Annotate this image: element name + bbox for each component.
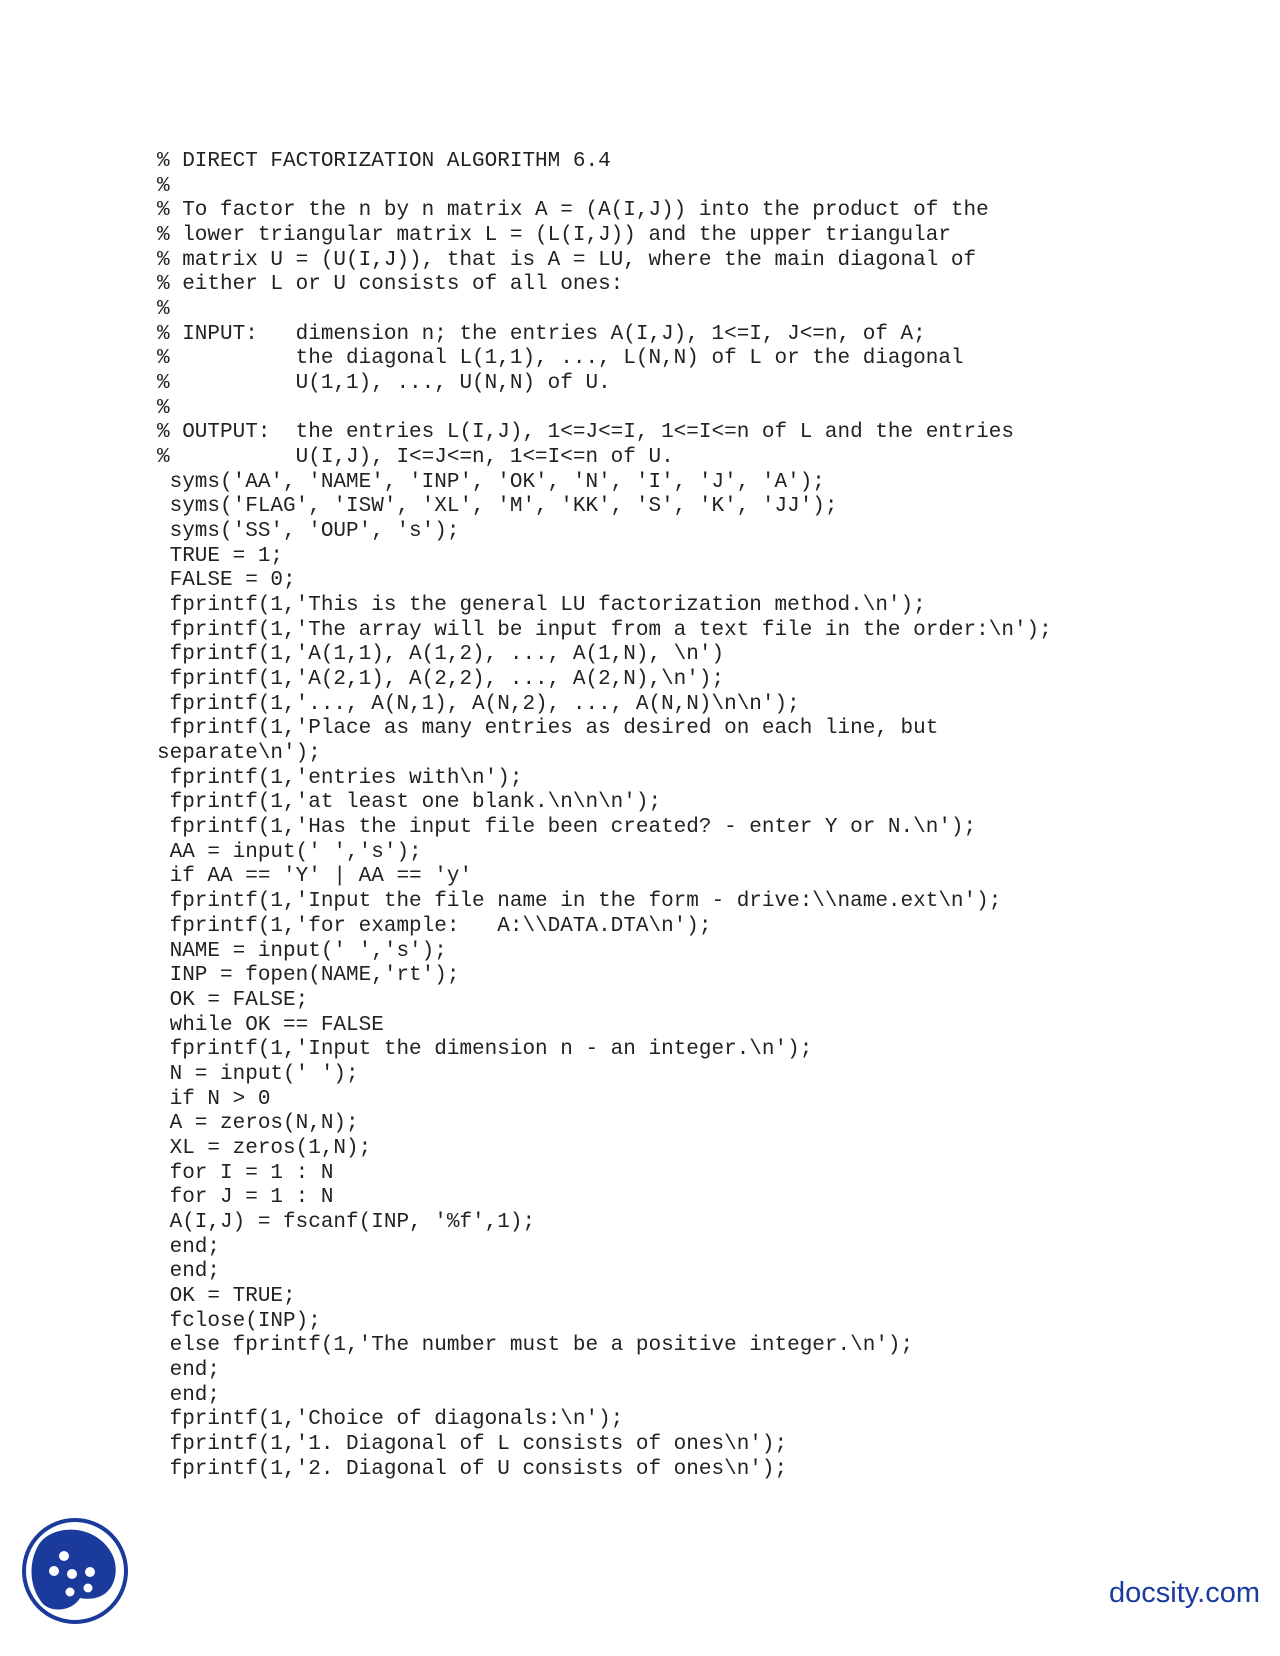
code-line: NAME = input(' ','s'); bbox=[157, 939, 447, 963]
code-line: fprintf(1,'Input the dimension n - an integer.\n'); bbox=[157, 1038, 813, 1062]
code-line: N = input(' '); bbox=[157, 1062, 359, 1086]
code-line: A = zeros(N,N); bbox=[157, 1112, 359, 1136]
code-line: fclose(INP); bbox=[157, 1309, 321, 1333]
code-line: fprintf(1,'A(2,1), A(2,2), ..., A(2,N),\n'); bbox=[157, 668, 725, 692]
code-line: end; bbox=[157, 1235, 221, 1259]
code-line: % DIRECT FACTORIZATION ALGORITHM 6.4 bbox=[157, 150, 611, 173]
code-line: TRUE = 1; bbox=[157, 544, 284, 568]
code-line: fprintf(1,'A(1,1), A(1,2), ..., A(1,N), \n') bbox=[157, 643, 725, 667]
docsity-logo-icon[interactable] bbox=[20, 1516, 130, 1626]
code-line: AA = input(' ','s'); bbox=[157, 840, 422, 864]
code-line: fprintf(1,'at least one blank.\n\n\n'); bbox=[157, 791, 662, 815]
code-line: % bbox=[157, 174, 170, 198]
code-line: fprintf(1,'Choice of diagonals:\n'); bbox=[157, 1408, 624, 1432]
code-line: fprintf(1,'2. Diagonal of U consists of ones\n'); bbox=[157, 1457, 788, 1481]
code-line: FALSE = 0; bbox=[157, 569, 296, 593]
code-line: % bbox=[157, 298, 170, 322]
code-line: syms('AA', 'NAME', 'INP', 'OK', 'N', 'I', 'J', 'A'); bbox=[157, 470, 825, 494]
code-line: for J = 1 : N bbox=[157, 1186, 334, 1210]
code-line: fprintf(1,'1. Diagonal of L consists of ones\n'); bbox=[157, 1432, 788, 1456]
code-line: end; bbox=[157, 1358, 221, 1382]
code-line: fprintf(1,'Input the file name in the form - drive:\\name.ext\n'); bbox=[157, 890, 1002, 914]
code-line: INP = fopen(NAME,'rt'); bbox=[157, 964, 460, 988]
code-line: % U(I,J), I<=J<=n, 1<=I<=n of U. bbox=[157, 446, 674, 470]
code-line: syms('SS', 'OUP', 's'); bbox=[157, 520, 460, 544]
code-line: fprintf(1,'..., A(N,1), A(N,2), ..., A(N,N)\n\n'); bbox=[157, 692, 800, 716]
code-line: end; bbox=[157, 1260, 221, 1284]
code-line: % OUTPUT: the entries L(I,J), 1<=J<=I, 1<=I<=n of L and the entries bbox=[157, 421, 1014, 445]
code-line: fprintf(1,'This is the general LU factorization method.\n'); bbox=[157, 594, 926, 618]
docsity-brand-link[interactable]: docsity.com bbox=[1109, 1577, 1260, 1609]
code-line: if AA == 'Y' | AA == 'y' bbox=[157, 865, 473, 889]
code-line: % INPUT: dimension n; the entries A(I,J), 1<=I, J<=n, of A; bbox=[157, 322, 926, 346]
code-line: if N > 0 bbox=[157, 1087, 271, 1111]
code-line: OK = FALSE; bbox=[157, 988, 309, 1012]
code-line: % To factor the n by n matrix A = (A(I,J)) into the product of the bbox=[157, 199, 989, 223]
code-line: XL = zeros(1,N); bbox=[157, 1136, 372, 1160]
code-line: fprintf(1,'The array will be input from a text file in the order:\n'); bbox=[157, 618, 1052, 642]
code-line: % matrix U = (U(I,J)), that is A = LU, where the main diagonal of bbox=[157, 248, 977, 272]
code-line: % U(1,1), ..., U(N,N) of U. bbox=[157, 372, 611, 396]
code-line: while OK == FALSE bbox=[157, 1013, 384, 1037]
code-line: % the diagonal L(1,1), ..., L(N,N) of L or the diagonal bbox=[157, 347, 964, 371]
code-line: % lower triangular matrix L = (L(I,J)) and the upper triangular bbox=[157, 224, 951, 248]
code-listing bbox=[157, 150, 1052, 1482]
code-line: end; bbox=[157, 1383, 221, 1407]
code-line: fprintf(1,'Has the input file been created? - enter Y or N.\n'); bbox=[157, 816, 977, 840]
code-line: fprintf(1,'entries with\n'); bbox=[157, 766, 523, 790]
code-line: syms('FLAG', 'ISW', 'XL', 'M', 'KK', 'S', 'K', 'JJ'); bbox=[157, 495, 838, 519]
code-line: fprintf(1,'Place as many entries as desired on each line, but bbox=[157, 717, 939, 741]
code-line: else fprintf(1,'The number must be a positive integer.\n'); bbox=[157, 1334, 914, 1358]
code-line: separate\n'); bbox=[157, 742, 321, 766]
code-line: % bbox=[157, 396, 170, 420]
code-line: fprintf(1,'for example: A:\\DATA.DTA\n'); bbox=[157, 914, 712, 938]
code-line: A(I,J) = fscanf(INP, '%f',1); bbox=[157, 1210, 536, 1234]
code-line: OK = TRUE; bbox=[157, 1284, 296, 1308]
code-line: % either L or U consists of all ones: bbox=[157, 273, 624, 297]
code-line: for I = 1 : N bbox=[157, 1161, 334, 1185]
